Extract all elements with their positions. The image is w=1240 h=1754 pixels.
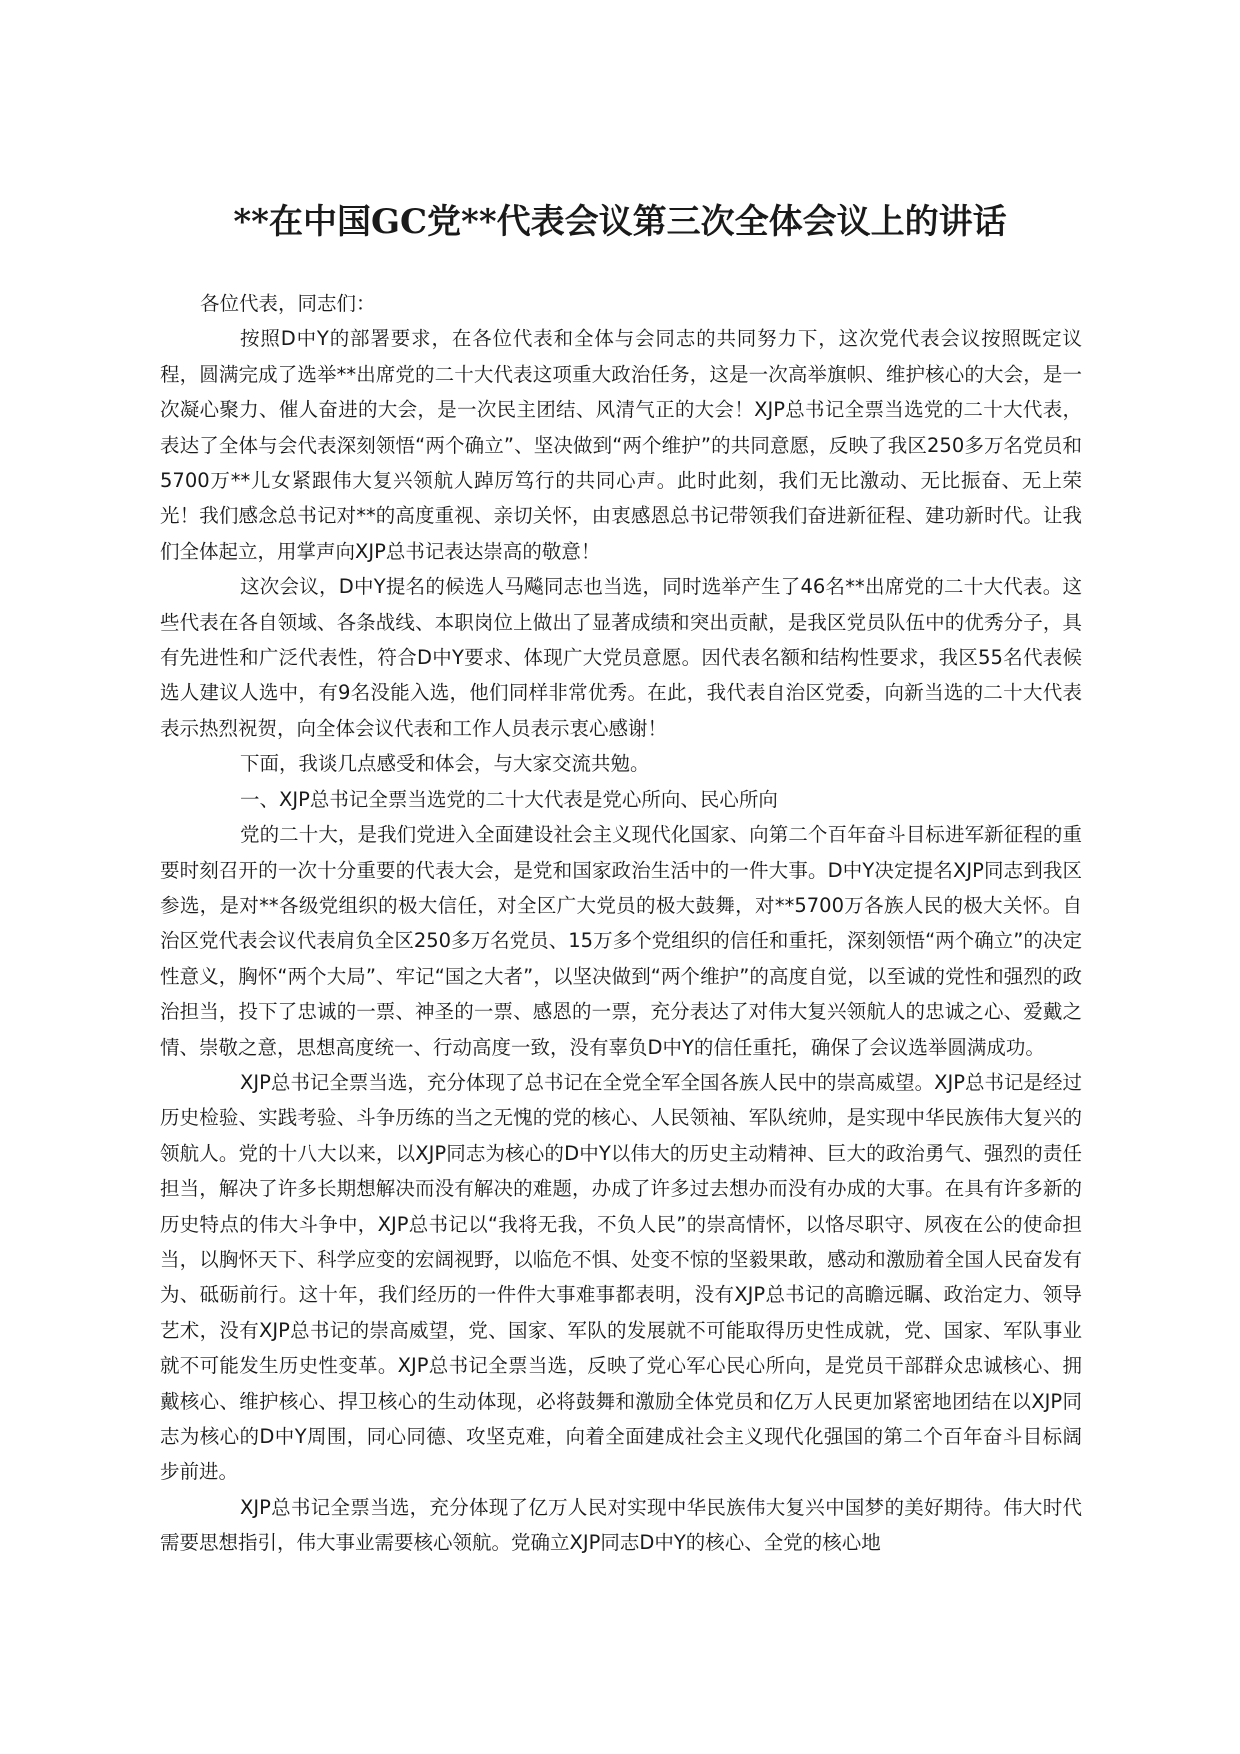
paragraph-election-results: 这次会议，D中Y提名的候选人马飚同志也当选，同时选举产生了46名**出席党的二十大代表。这些代表在各自领域、各条战线、本职岗位上做出了显著成绩和突出贡献，是我区党员队伍中的优秀分子，具有先进性和广泛代表性，符合D中Y要求、体现广大党员意愿。因代表名额和结构性要求，我区55名代表候选人建议人选中，有9名没能入选，他们同样非常优秀。在此，我代表自治区党委，向新当选的二十大代表表示热烈祝贺，向全体会议代表和工作人员表示衷心感谢！	[160, 575, 1082, 740]
section-heading-1: 一、XJP总书记全票当选党的二十大代表是党心所向、民心所向	[240, 787, 778, 811]
paragraph-congress-significance: 党的二十大，是我们党进入全面建设社会主义现代化国家、向第二个百年奋斗目标进军新征程的重要时刻召开的一次十分重要的代表大会，是党和国家政治生活中的一件大事。D中Y决定提名XJP同志到我区参选，是对**各级党组织的极大信任，对全区广大党员的极大鼓舞，对**5700万各族人民的极大关怀。自治区党代表会议代表肩负全区250多万名党员、15万多个党组织的信任和重托，深刻领悟“两个确立”的决定性意义，胸怀“两个大局”、牢记“国之大者”，以坚决做到“两个维护”的高度自觉，以至诚的党性和强烈的政治担当，投下了忠诚的一票、神圣的一票、感恩的一票，充分表达了对伟大复兴领航人的忠诚之心、爱戴之情、崇敬之意，思想高度统一、行动高度一致，没有辜负D中Y的信任重托，确保了会议选举圆满成功。	[160, 823, 1082, 1059]
page-title: **在中国GC党**代表会议第三次全体会议上的讲话	[233, 202, 1007, 242]
paragraph-transition: 下面，我谈几点感受和体会，与大家交流共勉。	[240, 752, 650, 776]
speech-body	[160, 286, 1082, 1561]
paragraph-opening: 按照D中Y的部署要求，在各位代表和全体与会同志的共同努力下，这次党代表会议按照既定议程，圆满完成了选举**出席党的二十大代表这项重大政治任务，这是一次高举旗帜、维护核心的大会，是一次凝心聚力、催人奋进的大会，是一次民主团结、风清气正的大会！XJP总书记全票当选党的二十大代表，表达了全体与会代表深刻领悟“两个确立”、坚决做到“两个维护”的共同意愿，反映了我区250多万名党员和5700万**儿女紧跟伟大复兴领航人踔厉笃行的共同心声。此时此刻，我们无比激动、无比振奋、无上荣光！我们感念总书记对**的高度重视、亲切关怀，由衷感恩总书记带领我们奋进新征程、建功新时代。让我们全体起立，用掌声向XJP总书记表达崇高的敬意！	[160, 327, 1082, 563]
salutation: 各位代表，同志们：	[200, 292, 376, 315]
paragraph-expectation: XJP总书记全票当选，充分体现了亿万人民对实现中华民族伟大复兴中国梦的美好期待。伟大时代需要思想指引，伟大事业需要核心领航。党确立XJP同志D中Y的核心、全党的核心地	[160, 1495, 1082, 1555]
paragraph-prestige: XJP总书记全票当选，充分体现了总书记在全党全军全国各族人民中的崇高威望。XJP总书记是经过历史检验、实践考验、斗争历练的当之无愧的党的核心、人民领袖、军队统帅，是实现中华民族伟大复兴的领航人。党的十八大以来，以XJP同志为核心的D中Y以伟大的历史主动精神、巨大的政治勇气、强烈的责任担当，解决了许多长期想解决而没有解决的难题，办成了许多过去想办而没有办成的大事。在具有许多新的历史特点的伟大斗争中，XJP总书记以“我将无我，不负人民”的崇高情怀，以恪尽职守、夙夜在公的使命担当，以胸怀天下、科学应变的宏阔视野，以临危不惧、处变不惊的坚毅果敢，感动和激励着全国人民奋发有为、砥砺前行。这十年，我们经历的一件件大事难事都表明，没有XJP总书记的高瞻远瞩、政治定力、领导艺术，没有XJP总书记的崇高威望，党、国家、军队的发展就不可能取得历史性成就，党、国家、军队事业就不可能发生历史性变革。XJP总书记全票当选，反映了党心军心民心所向，是党员干部群众忠诚核心、拥戴核心、维护核心、捍卫核心的生动体现，必将鼓舞和激励全体党员和亿万人民更加紧密地团结在以XJP同志为核心的D中Y周围，同心同德、攻坚克难，向着全面建成社会主义现代化强国的第二个百年奋斗目标阔步前进。	[160, 1070, 1082, 1484]
